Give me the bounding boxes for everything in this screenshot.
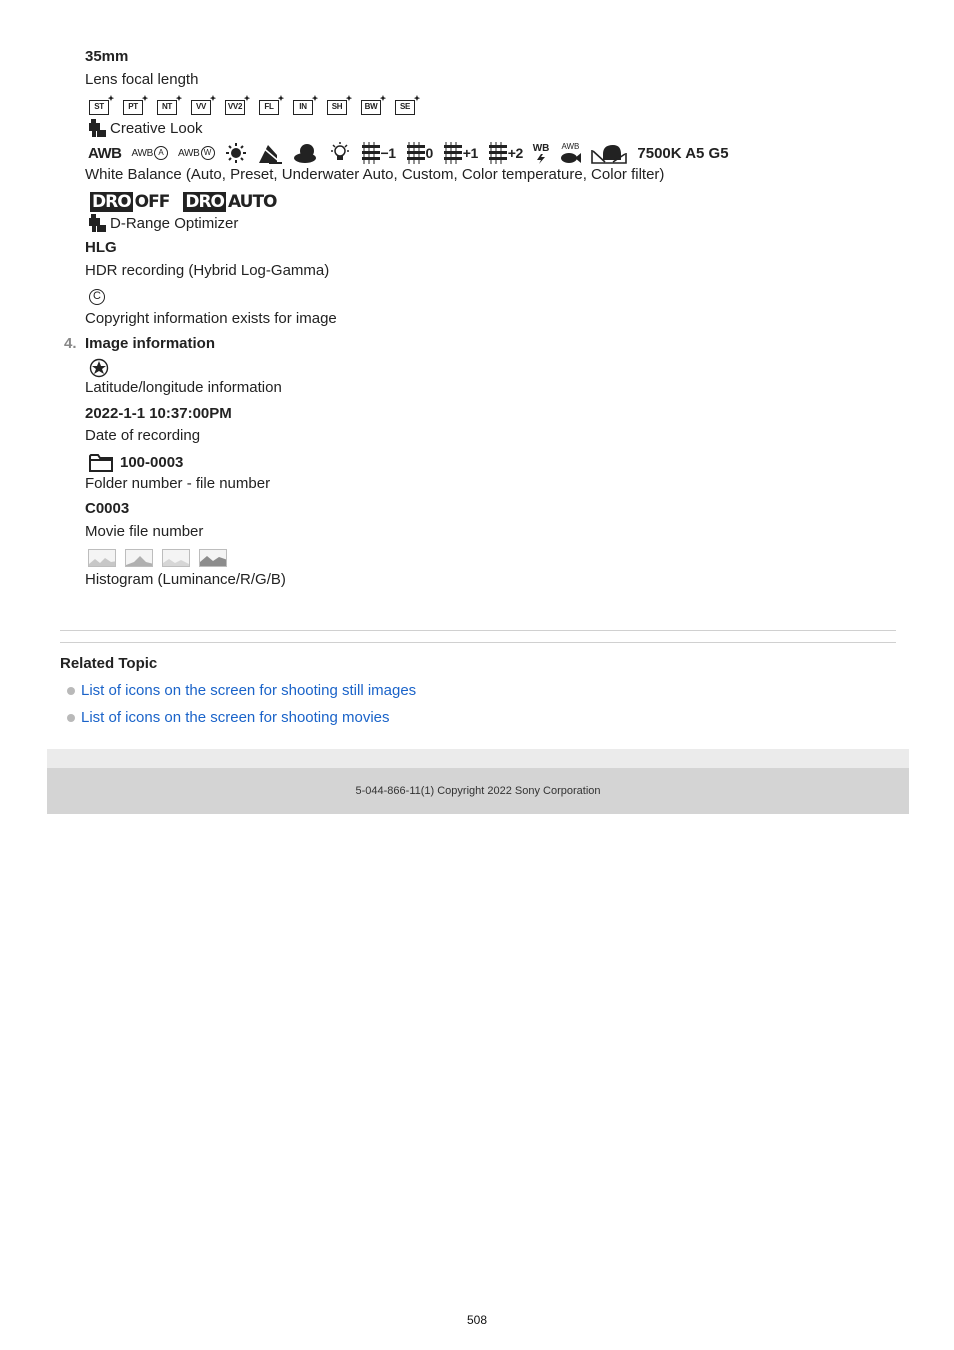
date-value: 2022-1-1 10:37:00PM — [85, 405, 232, 422]
footer — [47, 768, 909, 814]
movie-desc: Movie file number — [85, 523, 204, 540]
dro-label — [88, 213, 238, 233]
lens-focal-value: 35mm — [85, 48, 129, 65]
fluorescent-plus1-icon: +1 — [443, 142, 478, 164]
hlg-value: HLG — [85, 239, 117, 256]
page-number: 508 — [466, 1313, 488, 1327]
histogram-icon-row — [88, 549, 227, 567]
camera-custom-icon — [88, 213, 108, 233]
dro-icon-row — [90, 192, 277, 212]
creative-look-st-icon: ST ✦ — [89, 100, 109, 115]
divider-top — [60, 630, 896, 631]
footer-copyright: 5-044-866-11(1) Copyright 2022 Sony Corporation — [355, 785, 601, 797]
fluorescent-plus2-icon: +2 — [488, 142, 523, 164]
fluorescent-0-icon: 0 — [406, 142, 433, 164]
folder-desc: Folder number - file number — [85, 475, 271, 492]
histogram-desc: Histogram (Luminance/R/G/B) — [85, 571, 286, 588]
footer-top-band — [47, 749, 909, 768]
cloudy-icon — [293, 142, 319, 164]
creative-look-se-icon: SE ✦ — [395, 100, 415, 115]
bullet-icon — [67, 687, 75, 695]
creative-look-vv2-icon: VV2 ✦ — [225, 100, 245, 115]
creative-look-sh-icon: SH ✦ — [327, 100, 347, 115]
gps-icon — [89, 358, 109, 378]
histogram-r-icon — [125, 549, 153, 567]
dro-desc: D-Range Optimizer — [110, 214, 239, 232]
white-balance-desc: White Balance (Auto, Preset, Underwater Auto, Custom, Color temperature, Color filter) — [85, 166, 665, 183]
fluorescent-minus1-icon: −1 — [361, 142, 396, 164]
divider-bottom — [60, 642, 896, 643]
folder-icon — [89, 452, 113, 472]
related-link-still-images[interactable]: List of icons on the screen for shooting still images — [81, 682, 417, 699]
awb-ambience-icon: AWB A — [132, 146, 169, 160]
related-link-movies[interactable]: List of icons on the screen for shooting movies — [81, 709, 390, 726]
dro-auto-icon: DRO AUTO — [185, 192, 277, 212]
creative-look-nt-icon: NT ✦ — [157, 100, 177, 115]
folder-row — [89, 452, 183, 472]
underwater-awb-icon: AWB — [559, 142, 581, 164]
dro-off-icon: DRO OFF — [92, 192, 170, 212]
related-link-item — [67, 682, 416, 700]
color-temperature-value: 7500K A5 G5 — [637, 144, 729, 162]
creative-look-bw-icon: BW ✦ — [361, 100, 381, 115]
date-desc: Date of recording — [85, 427, 201, 444]
incandescent-icon — [329, 142, 351, 164]
movie-value: C0003 — [85, 500, 130, 517]
custom-wb-icon — [591, 142, 627, 164]
awb-icon: AWB — [88, 144, 122, 162]
histogram-luminance-icon — [88, 549, 116, 567]
related-topic-heading: Related Topic — [60, 655, 158, 672]
histogram-g-icon — [162, 549, 190, 567]
creative-look-icon-row — [89, 94, 420, 115]
creative-look-pt-icon: PT ✦ — [123, 100, 143, 115]
creative-look-desc: Creative Look — [110, 119, 203, 137]
creative-look-in-icon: IN ✦ — [293, 100, 313, 115]
daylight-icon — [225, 142, 247, 164]
copyright-desc: Copyright information exists for image — [85, 310, 337, 327]
creative-look-vv-icon: VV ✦ — [191, 100, 211, 115]
creative-look-label — [88, 118, 203, 138]
gps-desc: Latitude/longitude information — [85, 379, 282, 396]
flash-wb-icon: WB — [533, 143, 550, 164]
histogram-b-icon — [199, 549, 227, 567]
section-number: 4. — [64, 335, 77, 352]
camera-custom-icon — [88, 118, 108, 138]
section-title: Image information — [85, 335, 216, 352]
shade-icon — [257, 142, 283, 164]
hlg-desc: HDR recording (Hybrid Log-Gamma) — [85, 262, 330, 279]
related-link-item — [67, 709, 390, 727]
copyright-icon: C — [89, 289, 105, 305]
lens-focal-desc: Lens focal length — [85, 71, 199, 88]
white-balance-icon-row — [88, 142, 729, 164]
creative-look-fl-icon: FL ✦ — [259, 100, 279, 115]
bullet-icon — [67, 714, 75, 722]
awb-white-icon: AWB W — [178, 146, 215, 160]
folder-value: 100-0003 — [120, 453, 184, 471]
